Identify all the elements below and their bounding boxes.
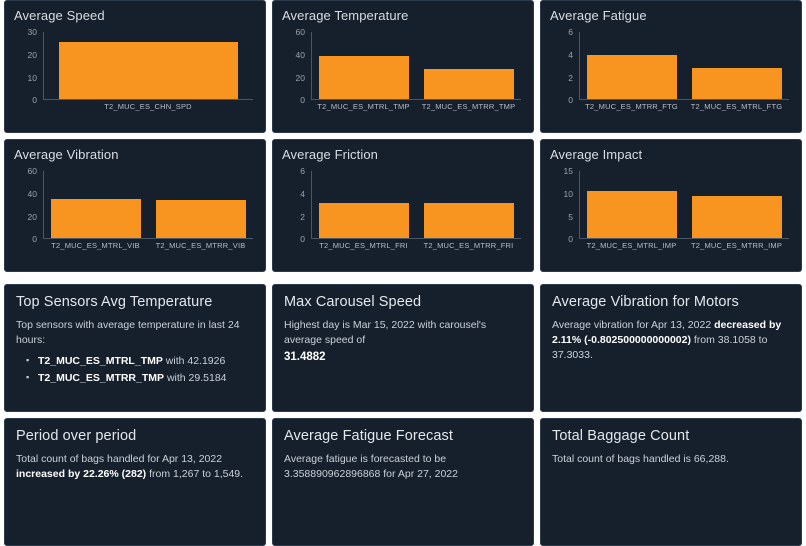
x-axis-labels — [579, 102, 789, 116]
panel-total-baggage-count[interactable] — [540, 418, 802, 546]
bar-slot — [685, 171, 790, 238]
bar-slot — [417, 32, 522, 99]
y-tick: 40 — [27, 189, 37, 199]
panel-average-impact[interactable] — [540, 139, 802, 272]
panel-body — [5, 446, 265, 482]
x-axis-labels — [43, 241, 253, 255]
bar-slot — [149, 171, 254, 238]
panel-body: Average fatigue is forecasted to be 3.358890962896868 for Apr 27, 2022 — [284, 453, 458, 481]
pop-text-part2: from 1,267 to 1,549. — [146, 468, 244, 481]
list-item — [38, 370, 254, 387]
plot-area — [579, 32, 789, 100]
bar[interactable] — [587, 55, 677, 99]
y-tick: 60 — [27, 166, 37, 176]
x-tick-label: T2_MUC_ES_MTRR_TMP — [421, 102, 516, 111]
x-axis-labels — [579, 241, 789, 255]
y-tick: 40 — [295, 50, 305, 60]
panel-average-vibration-for-motors[interactable] — [540, 284, 802, 412]
panel-title: Top Sensors Avg Temperature — [16, 294, 213, 310]
bar[interactable] — [424, 69, 514, 99]
bars — [44, 171, 253, 238]
vibration-delta-pct: decreased by 2.11% — [552, 319, 782, 347]
vibration-text-part1: Average vibration for Apr 13, 2022 — [552, 319, 715, 331]
y-tick: 15 — [563, 166, 573, 176]
panel-average-temperature[interactable] — [272, 0, 534, 133]
x-axis-labels — [43, 102, 253, 116]
y-tick: 60 — [295, 27, 305, 37]
bar-slot — [417, 171, 522, 238]
chart-average-impact — [545, 165, 795, 261]
panel-title: Average Temperature — [282, 8, 409, 23]
panel-title: Average Fatigue Forecast — [284, 428, 453, 444]
bar-slot — [580, 32, 685, 99]
y-tick: 4 — [300, 189, 305, 199]
panel-title: Average Friction — [282, 147, 379, 162]
bars — [580, 171, 789, 238]
y-tick: 10 — [27, 73, 37, 83]
y-axis — [545, 165, 577, 244]
bar[interactable] — [59, 42, 239, 99]
y-axis — [9, 26, 41, 105]
x-tick-label: T2_MUC_ES_MTRR_FRI — [423, 241, 514, 250]
panel-period-over-period[interactable] — [4, 418, 266, 546]
chart-average-speed — [9, 26, 259, 122]
bar-slot — [580, 171, 685, 238]
panel-average-vibration[interactable] — [4, 139, 266, 272]
panel-max-carousel-speed[interactable] — [272, 284, 534, 412]
y-tick: 0 — [32, 95, 37, 105]
bars — [312, 171, 521, 238]
panel-title: Average Vibration — [14, 147, 119, 162]
x-axis-labels — [311, 241, 521, 255]
bar-slot — [685, 32, 790, 99]
x-tick-label: T2_MUC_ES_MTRL_TMP — [317, 102, 410, 111]
y-axis — [277, 165, 309, 244]
panel-body: Total count of bags handled is 66,288. — [552, 453, 729, 465]
panel-body — [541, 312, 801, 364]
top-sensors-intro: Top sensors with average temperature in last 24 hours: — [16, 319, 240, 347]
plot-area — [43, 171, 253, 239]
plot-area — [43, 32, 253, 100]
panel-title: Period over period — [16, 428, 137, 444]
x-tick-label: T2_MUC_ES_CHN_SPD — [104, 102, 192, 111]
bar[interactable] — [156, 200, 246, 238]
bar-slot — [312, 32, 417, 99]
bar[interactable] — [424, 203, 514, 239]
panel-title: Average Vibration for Motors — [552, 294, 739, 310]
bar[interactable] — [51, 199, 141, 238]
text-row-1 — [0, 284, 806, 412]
bar[interactable] — [319, 203, 409, 239]
panel-average-fatigue-forecast[interactable] — [272, 418, 534, 546]
x-tick-label: T2_MUC_ES_MTRL_IMP — [586, 241, 677, 250]
sensor-value: with 42.1926 — [162, 355, 226, 368]
bar-slot — [44, 171, 149, 238]
y-tick: 10 — [563, 189, 573, 199]
chart-average-fatigue — [545, 26, 795, 122]
x-axis-labels — [311, 102, 521, 116]
bars — [580, 32, 789, 99]
panel-title: Total Baggage Count — [552, 428, 690, 444]
y-tick: 0 — [300, 95, 305, 105]
x-tick-label: T2_MUC_ES_MTRL_FTG — [690, 102, 783, 111]
chart-row-2 — [0, 139, 806, 272]
y-tick: 0 — [32, 234, 37, 244]
y-tick: 20 — [295, 73, 305, 83]
sensor-name: T2_MUC_ES_MTRR_TMP — [38, 372, 165, 385]
top-sensors-list — [16, 353, 254, 387]
y-tick: 20 — [27, 50, 37, 60]
panel-title: Average Impact — [550, 147, 643, 162]
y-tick: 0 — [568, 95, 573, 105]
panel-title: Average Fatigue — [550, 8, 647, 23]
x-tick-label: T2_MUC_ES_MTRL_FRI — [319, 241, 408, 250]
chart-average-temperature — [277, 26, 527, 122]
list-item — [38, 353, 254, 370]
y-tick: 6 — [300, 166, 305, 176]
plot-area — [579, 171, 789, 239]
x-tick-label: T2_MUC_ES_MTRR_IMP — [690, 241, 783, 250]
plot-area — [311, 171, 521, 239]
panel-body — [273, 312, 533, 366]
y-axis — [277, 26, 309, 105]
sensor-value: with 29.5184 — [164, 372, 227, 385]
x-tick-label: T2_MUC_ES_MTRL_VIB — [51, 241, 140, 250]
chart-row-1 — [0, 0, 806, 133]
bars — [312, 32, 521, 99]
y-tick: 5 — [568, 212, 573, 222]
bar-slot — [44, 32, 253, 99]
y-axis — [545, 26, 577, 105]
bar[interactable] — [587, 191, 677, 238]
vibration-delta-abs: (-0.802500000000002) — [584, 334, 691, 347]
pop-delta-abs: (282) — [121, 468, 147, 481]
plot-area — [311, 32, 521, 100]
sensor-name: T2_MUC_ES_MTRL_TMP — [38, 355, 163, 368]
pop-text-part1: Total count of bags handled for Apr 13, 2022 — [16, 453, 223, 465]
y-tick: 0 — [300, 234, 305, 244]
x-tick-label: T2_MUC_ES_MTRR_VIB — [155, 241, 246, 250]
bar[interactable] — [692, 196, 782, 238]
vibration-text-part2: from 38.1058 to 37.3033. — [552, 334, 768, 362]
panel-average-friction[interactable] — [272, 139, 534, 272]
bars — [44, 32, 253, 99]
max-speed-text: Highest day is Mar 15, 2022 with carousel's average speed of — [284, 319, 487, 347]
bar[interactable] — [319, 56, 409, 99]
panel-body — [5, 312, 265, 387]
pop-delta-pct: increased by 22.26% — [16, 468, 119, 481]
y-tick: 2 — [300, 212, 305, 222]
x-tick-label: T2_MUC_ES_MTRR_FTG — [585, 102, 678, 111]
panel-average-speed[interactable] — [4, 0, 266, 133]
panel-title: Average Speed — [14, 8, 105, 23]
y-tick: 4 — [568, 50, 573, 60]
bar[interactable] — [692, 68, 782, 99]
chart-average-friction — [277, 165, 527, 261]
panel-top-sensors-avg-temperature[interactable] — [4, 284, 266, 412]
max-speed-value: 31.4882 — [284, 351, 326, 364]
bar-slot — [312, 171, 417, 238]
y-tick: 2 — [568, 73, 573, 83]
y-axis — [9, 165, 41, 244]
panel-title: Max Carousel Speed — [284, 294, 422, 310]
y-tick: 6 — [568, 27, 573, 37]
text-row-2 — [0, 418, 806, 546]
panel-average-fatigue[interactable] — [540, 0, 802, 133]
y-tick: 20 — [27, 212, 37, 222]
y-tick: 30 — [27, 27, 37, 37]
chart-average-vibration — [9, 165, 259, 261]
y-tick: 0 — [568, 234, 573, 244]
